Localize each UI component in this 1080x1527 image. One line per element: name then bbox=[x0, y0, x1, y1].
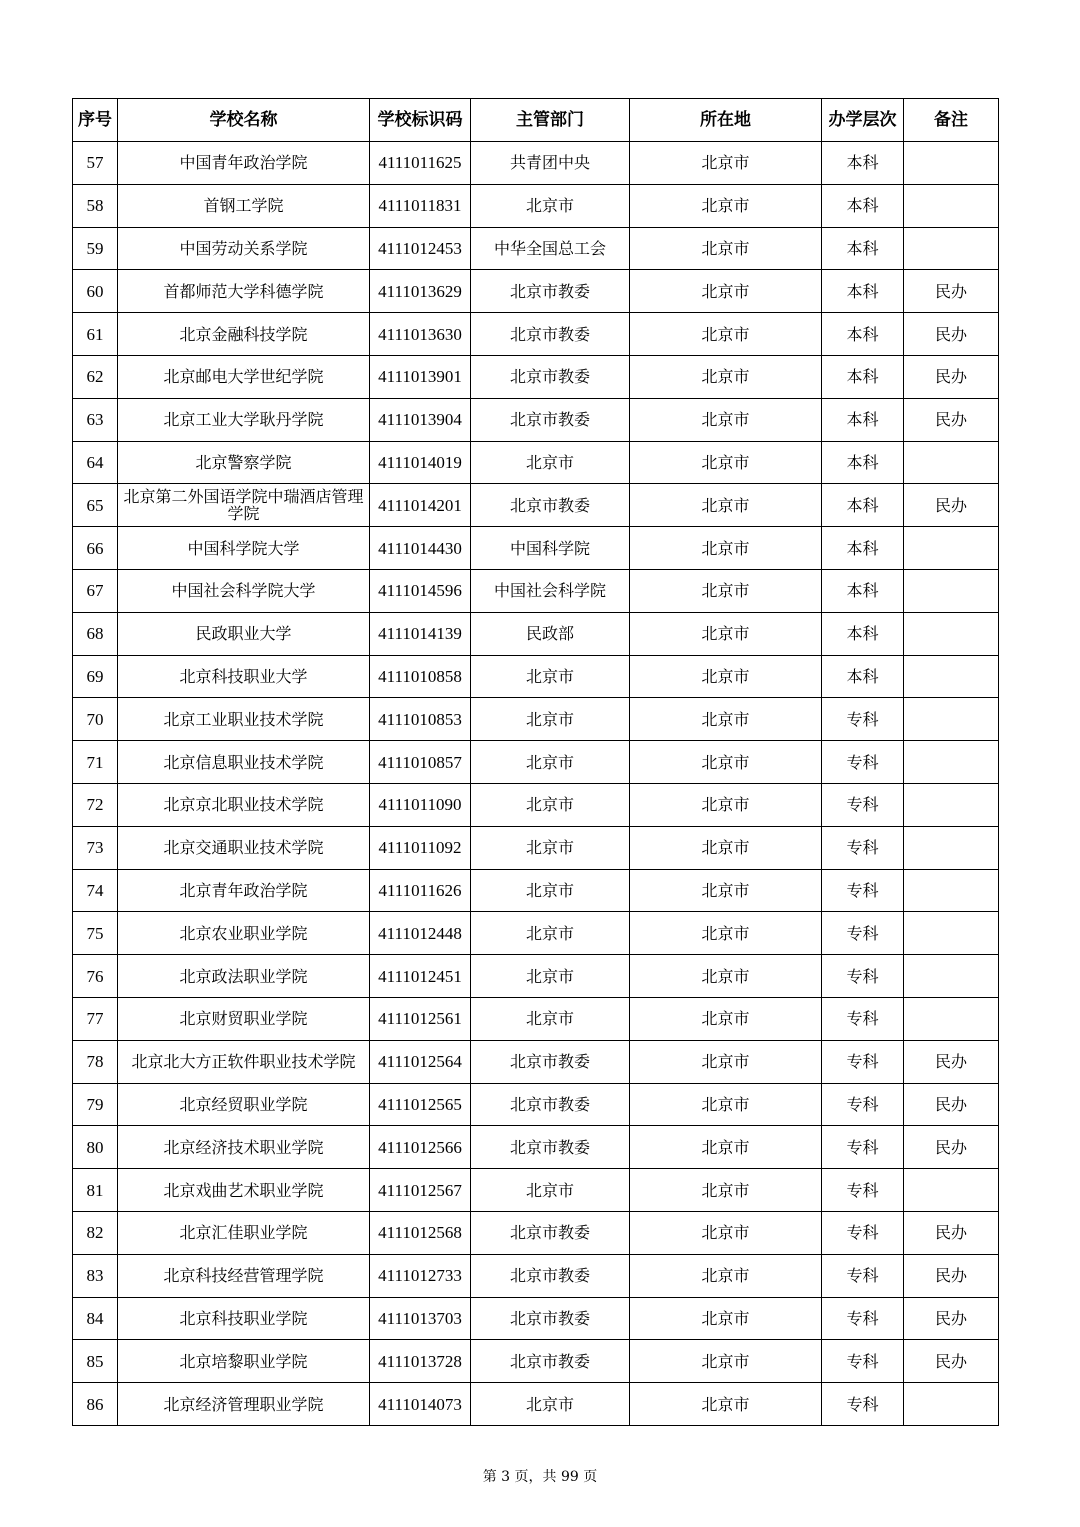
table-row bbox=[73, 612, 999, 655]
index-cell: 73 bbox=[73, 826, 118, 869]
column-header-level: 办学层次 bbox=[822, 99, 904, 142]
table-row bbox=[73, 527, 999, 570]
table-row bbox=[73, 655, 999, 698]
school-code-cell: 4111013728 bbox=[370, 1340, 471, 1383]
school-name-cell: 北京培黎职业学院 bbox=[118, 1340, 370, 1383]
remarks-cell bbox=[904, 698, 999, 741]
level-cell: 本科 bbox=[822, 270, 904, 313]
location-cell: 北京市 bbox=[630, 569, 822, 612]
authority-cell: 北京市 bbox=[471, 783, 630, 826]
school-code-cell: 4111012564 bbox=[370, 1040, 471, 1083]
index-cell: 77 bbox=[73, 997, 118, 1040]
school-name-cell: 北京青年政治学院 bbox=[118, 869, 370, 912]
table-row bbox=[73, 270, 999, 313]
school-name-cell: 首都师范大学科德学院 bbox=[118, 270, 370, 313]
school-name-cell: 民政职业大学 bbox=[118, 612, 370, 655]
authority-cell: 北京市 bbox=[471, 1383, 630, 1426]
level-cell: 专科 bbox=[822, 1383, 904, 1426]
remarks-cell: 民办 bbox=[904, 1254, 999, 1297]
authority-cell: 北京市教委 bbox=[471, 1040, 630, 1083]
remarks-cell bbox=[904, 612, 999, 655]
authority-cell: 北京市 bbox=[471, 955, 630, 998]
remarks-cell: 民办 bbox=[904, 1211, 999, 1254]
index-cell: 79 bbox=[73, 1083, 118, 1126]
index-cell: 84 bbox=[73, 1297, 118, 1340]
index-cell: 85 bbox=[73, 1340, 118, 1383]
table-row bbox=[73, 355, 999, 398]
location-cell: 北京市 bbox=[630, 441, 822, 484]
school-code-cell: 4111014139 bbox=[370, 612, 471, 655]
table-row bbox=[73, 569, 999, 612]
index-cell: 60 bbox=[73, 270, 118, 313]
level-cell: 专科 bbox=[822, 1083, 904, 1126]
level-cell: 本科 bbox=[822, 612, 904, 655]
table-row bbox=[73, 142, 999, 185]
authority-cell: 北京市 bbox=[471, 741, 630, 784]
level-cell: 本科 bbox=[822, 142, 904, 185]
remarks-cell bbox=[904, 997, 999, 1040]
table-row bbox=[73, 1083, 999, 1126]
school-code-cell: 4111012453 bbox=[370, 227, 471, 270]
remarks-cell bbox=[904, 783, 999, 826]
level-cell: 本科 bbox=[822, 355, 904, 398]
level-cell: 专科 bbox=[822, 698, 904, 741]
authority-cell: 北京市教委 bbox=[471, 1254, 630, 1297]
index-cell: 76 bbox=[73, 955, 118, 998]
school-code-cell: 4111014073 bbox=[370, 1383, 471, 1426]
remarks-cell: 民办 bbox=[904, 1340, 999, 1383]
location-cell: 北京市 bbox=[630, 184, 822, 227]
table-row bbox=[73, 1040, 999, 1083]
authority-cell: 北京市教委 bbox=[471, 313, 630, 356]
level-cell: 本科 bbox=[822, 398, 904, 441]
school-name-cell: 北京警察学院 bbox=[118, 441, 370, 484]
location-cell: 北京市 bbox=[630, 142, 822, 185]
school-name-cell: 中国科学院大学 bbox=[118, 527, 370, 570]
school-code-cell: 4111014019 bbox=[370, 441, 471, 484]
location-cell: 北京市 bbox=[630, 1169, 822, 1212]
level-cell: 专科 bbox=[822, 1126, 904, 1169]
table-row bbox=[73, 441, 999, 484]
location-cell: 北京市 bbox=[630, 655, 822, 698]
location-cell: 北京市 bbox=[630, 997, 822, 1040]
index-cell: 68 bbox=[73, 612, 118, 655]
authority-cell: 北京市教委 bbox=[471, 1126, 630, 1169]
school-name-cell: 北京工业职业技术学院 bbox=[118, 698, 370, 741]
location-cell: 北京市 bbox=[630, 912, 822, 955]
authority-cell: 共青团中央 bbox=[471, 142, 630, 185]
level-cell: 专科 bbox=[822, 783, 904, 826]
table-row bbox=[73, 1297, 999, 1340]
location-cell: 北京市 bbox=[630, 227, 822, 270]
index-cell: 80 bbox=[73, 1126, 118, 1169]
level-cell: 本科 bbox=[822, 227, 904, 270]
authority-cell: 北京市教委 bbox=[471, 270, 630, 313]
index-cell: 59 bbox=[73, 227, 118, 270]
school-code-cell: 4111014201 bbox=[370, 484, 471, 527]
authority-cell: 北京市教委 bbox=[471, 1297, 630, 1340]
index-cell: 83 bbox=[73, 1254, 118, 1297]
authority-cell: 北京市 bbox=[471, 912, 630, 955]
school-code-cell: 4111013904 bbox=[370, 398, 471, 441]
index-cell: 86 bbox=[73, 1383, 118, 1426]
school-name-cell: 中国劳动关系学院 bbox=[118, 227, 370, 270]
index-cell: 67 bbox=[73, 569, 118, 612]
index-cell: 61 bbox=[73, 313, 118, 356]
authority-cell: 北京市 bbox=[471, 869, 630, 912]
school-name-cell: 中国青年政治学院 bbox=[118, 142, 370, 185]
school-name-cell: 北京财贸职业学院 bbox=[118, 997, 370, 1040]
school-code-cell: 4111012568 bbox=[370, 1211, 471, 1254]
location-cell: 北京市 bbox=[630, 612, 822, 655]
level-cell: 本科 bbox=[822, 655, 904, 698]
authority-cell: 北京市 bbox=[471, 441, 630, 484]
school-name-cell: 北京北大方正软件职业技术学院 bbox=[118, 1040, 370, 1083]
location-cell: 北京市 bbox=[630, 1297, 822, 1340]
remarks-cell bbox=[904, 655, 999, 698]
school-name-cell: 首钢工学院 bbox=[118, 184, 370, 227]
index-cell: 82 bbox=[73, 1211, 118, 1254]
school-code-cell: 4111010858 bbox=[370, 655, 471, 698]
school-code-cell: 4111011625 bbox=[370, 142, 471, 185]
column-header-location: 所在地 bbox=[630, 99, 822, 142]
index-cell: 66 bbox=[73, 527, 118, 570]
index-cell: 69 bbox=[73, 655, 118, 698]
level-cell: 专科 bbox=[822, 1211, 904, 1254]
authority-cell: 北京市教委 bbox=[471, 1211, 630, 1254]
level-cell: 专科 bbox=[822, 1254, 904, 1297]
school-name-cell: 北京工业大学耿丹学院 bbox=[118, 398, 370, 441]
authority-cell: 北京市 bbox=[471, 698, 630, 741]
index-cell: 70 bbox=[73, 698, 118, 741]
school-name-cell: 北京交通职业技术学院 bbox=[118, 826, 370, 869]
authority-cell: 北京市教委 bbox=[471, 398, 630, 441]
index-cell: 72 bbox=[73, 783, 118, 826]
table-row bbox=[73, 741, 999, 784]
table-row bbox=[73, 1169, 999, 1212]
remarks-cell: 民办 bbox=[904, 313, 999, 356]
index-cell: 74 bbox=[73, 869, 118, 912]
school-name-cell: 北京科技职业大学 bbox=[118, 655, 370, 698]
school-name-cell: 北京经贸职业学院 bbox=[118, 1083, 370, 1126]
remarks-cell bbox=[904, 826, 999, 869]
school-name-cell: 北京政法职业学院 bbox=[118, 955, 370, 998]
table-row bbox=[73, 1340, 999, 1383]
level-cell: 本科 bbox=[822, 184, 904, 227]
location-cell: 北京市 bbox=[630, 527, 822, 570]
school-name-cell: 北京京北职业技术学院 bbox=[118, 783, 370, 826]
table-row bbox=[73, 484, 999, 527]
authority-cell: 民政部 bbox=[471, 612, 630, 655]
school-name-cell: 北京经济技术职业学院 bbox=[118, 1126, 370, 1169]
school-code-cell: 4111011090 bbox=[370, 783, 471, 826]
level-cell: 专科 bbox=[822, 997, 904, 1040]
level-cell: 本科 bbox=[822, 569, 904, 612]
remarks-cell: 民办 bbox=[904, 1126, 999, 1169]
location-cell: 北京市 bbox=[630, 1040, 822, 1083]
index-cell: 71 bbox=[73, 741, 118, 784]
school-code-cell: 4111012733 bbox=[370, 1254, 471, 1297]
level-cell: 本科 bbox=[822, 441, 904, 484]
location-cell: 北京市 bbox=[630, 313, 822, 356]
remarks-cell: 民办 bbox=[904, 1297, 999, 1340]
school-name-cell: 北京金融科技学院 bbox=[118, 313, 370, 356]
location-cell: 北京市 bbox=[630, 955, 822, 998]
school-name-cell: 中国社会科学院大学 bbox=[118, 569, 370, 612]
table-header-row bbox=[73, 99, 999, 142]
remarks-cell bbox=[904, 142, 999, 185]
authority-cell: 北京市教委 bbox=[471, 484, 630, 527]
location-cell: 北京市 bbox=[630, 783, 822, 826]
table-row bbox=[73, 955, 999, 998]
table-row bbox=[73, 997, 999, 1040]
school-code-cell: 4111012567 bbox=[370, 1169, 471, 1212]
remarks-cell: 民办 bbox=[904, 1040, 999, 1083]
remarks-cell bbox=[904, 527, 999, 570]
remarks-cell: 民办 bbox=[904, 1083, 999, 1126]
table-row bbox=[73, 1211, 999, 1254]
authority-cell: 中国社会科学院 bbox=[471, 569, 630, 612]
table-row bbox=[73, 1383, 999, 1426]
school-code-cell: 4111013901 bbox=[370, 355, 471, 398]
remarks-cell bbox=[904, 912, 999, 955]
table-row bbox=[73, 313, 999, 356]
index-cell: 81 bbox=[73, 1169, 118, 1212]
level-cell: 专科 bbox=[822, 912, 904, 955]
remarks-cell: 民办 bbox=[904, 270, 999, 313]
school-name-cell: 北京科技经营管理学院 bbox=[118, 1254, 370, 1297]
school-code-cell: 4111013629 bbox=[370, 270, 471, 313]
level-cell: 专科 bbox=[822, 826, 904, 869]
location-cell: 北京市 bbox=[630, 1383, 822, 1426]
table-row bbox=[73, 184, 999, 227]
school-name-cell: 北京信息职业技术学院 bbox=[118, 741, 370, 784]
level-cell: 本科 bbox=[822, 313, 904, 356]
table-row bbox=[73, 869, 999, 912]
level-cell: 专科 bbox=[822, 1340, 904, 1383]
school-code-cell: 4111011831 bbox=[370, 184, 471, 227]
table-row bbox=[73, 227, 999, 270]
index-cell: 58 bbox=[73, 184, 118, 227]
table-row bbox=[73, 1254, 999, 1297]
school-code-cell: 4111012566 bbox=[370, 1126, 471, 1169]
school-list-table bbox=[72, 98, 999, 1426]
remarks-cell bbox=[904, 955, 999, 998]
authority-cell: 北京市教委 bbox=[471, 1083, 630, 1126]
remarks-cell: 民办 bbox=[904, 484, 999, 527]
column-header-school-code: 学校标识码 bbox=[370, 99, 471, 142]
school-code-cell: 4111012448 bbox=[370, 912, 471, 955]
school-code-cell: 4111012565 bbox=[370, 1083, 471, 1126]
authority-cell: 北京市教委 bbox=[471, 355, 630, 398]
school-name-cell: 北京农业职业学院 bbox=[118, 912, 370, 955]
location-cell: 北京市 bbox=[630, 1211, 822, 1254]
school-code-cell: 4111012451 bbox=[370, 955, 471, 998]
authority-cell: 北京市 bbox=[471, 655, 630, 698]
index-cell: 57 bbox=[73, 142, 118, 185]
page-footer: 第 3 页，共 99 页 bbox=[482, 1469, 598, 1485]
column-header-remarks: 备注 bbox=[904, 99, 999, 142]
table-row bbox=[73, 1126, 999, 1169]
level-cell: 本科 bbox=[822, 527, 904, 570]
level-cell: 专科 bbox=[822, 1297, 904, 1340]
school-name-cell: 北京邮电大学世纪学院 bbox=[118, 355, 370, 398]
authority-cell: 中国科学院 bbox=[471, 527, 630, 570]
location-cell: 北京市 bbox=[630, 1254, 822, 1297]
school-code-cell: 4111012561 bbox=[370, 997, 471, 1040]
school-code-cell: 4111011626 bbox=[370, 869, 471, 912]
location-cell: 北京市 bbox=[630, 484, 822, 527]
level-cell: 专科 bbox=[822, 741, 904, 784]
school-code-cell: 4111013630 bbox=[370, 313, 471, 356]
school-name-cell: 北京经济管理职业学院 bbox=[118, 1383, 370, 1426]
school-name-cell: 北京戏曲艺术职业学院 bbox=[118, 1169, 370, 1212]
level-cell: 本科 bbox=[822, 484, 904, 527]
column-header-authority: 主管部门 bbox=[471, 99, 630, 142]
authority-cell: 中华全国总工会 bbox=[471, 227, 630, 270]
school-code-cell: 4111014430 bbox=[370, 527, 471, 570]
table-row bbox=[73, 912, 999, 955]
level-cell: 专科 bbox=[822, 869, 904, 912]
school-code-cell: 4111010853 bbox=[370, 698, 471, 741]
location-cell: 北京市 bbox=[630, 270, 822, 313]
column-header-index: 序号 bbox=[73, 99, 118, 142]
table-row bbox=[73, 398, 999, 441]
remarks-cell bbox=[904, 1169, 999, 1212]
location-cell: 北京市 bbox=[630, 826, 822, 869]
remarks-cell bbox=[904, 1383, 999, 1426]
remarks-cell bbox=[904, 227, 999, 270]
school-code-cell: 4111013703 bbox=[370, 1297, 471, 1340]
table-row bbox=[73, 698, 999, 741]
remarks-cell bbox=[904, 741, 999, 784]
remarks-cell: 民办 bbox=[904, 398, 999, 441]
school-code-cell: 4111010857 bbox=[370, 741, 471, 784]
remarks-cell bbox=[904, 441, 999, 484]
location-cell: 北京市 bbox=[630, 741, 822, 784]
level-cell: 专科 bbox=[822, 1040, 904, 1083]
school-name-cell: 北京科技职业学院 bbox=[118, 1297, 370, 1340]
location-cell: 北京市 bbox=[630, 1083, 822, 1126]
remarks-cell: 民办 bbox=[904, 355, 999, 398]
location-cell: 北京市 bbox=[630, 698, 822, 741]
school-code-cell: 4111014596 bbox=[370, 569, 471, 612]
index-cell: 62 bbox=[73, 355, 118, 398]
remarks-cell bbox=[904, 869, 999, 912]
authority-cell: 北京市 bbox=[471, 184, 630, 227]
remarks-cell bbox=[904, 569, 999, 612]
level-cell: 专科 bbox=[822, 1169, 904, 1212]
authority-cell: 北京市教委 bbox=[471, 1340, 630, 1383]
location-cell: 北京市 bbox=[630, 355, 822, 398]
table-row bbox=[73, 826, 999, 869]
authority-cell: 北京市 bbox=[471, 1169, 630, 1212]
remarks-cell bbox=[904, 184, 999, 227]
location-cell: 北京市 bbox=[630, 1340, 822, 1383]
index-cell: 75 bbox=[73, 912, 118, 955]
index-cell: 78 bbox=[73, 1040, 118, 1083]
school-code-cell: 4111011092 bbox=[370, 826, 471, 869]
authority-cell: 北京市 bbox=[471, 826, 630, 869]
table-row bbox=[73, 783, 999, 826]
index-cell: 65 bbox=[73, 484, 118, 527]
table-body bbox=[73, 142, 999, 1426]
school-name-cell: 北京汇佳职业学院 bbox=[118, 1211, 370, 1254]
index-cell: 63 bbox=[73, 398, 118, 441]
school-name-cell: 北京第二外国语学院中瑞酒店管理学院 bbox=[118, 484, 370, 527]
location-cell: 北京市 bbox=[630, 869, 822, 912]
level-cell: 专科 bbox=[822, 955, 904, 998]
location-cell: 北京市 bbox=[630, 1126, 822, 1169]
column-header-school-name: 学校名称 bbox=[118, 99, 370, 142]
authority-cell: 北京市 bbox=[471, 997, 630, 1040]
index-cell: 64 bbox=[73, 441, 118, 484]
location-cell: 北京市 bbox=[630, 398, 822, 441]
